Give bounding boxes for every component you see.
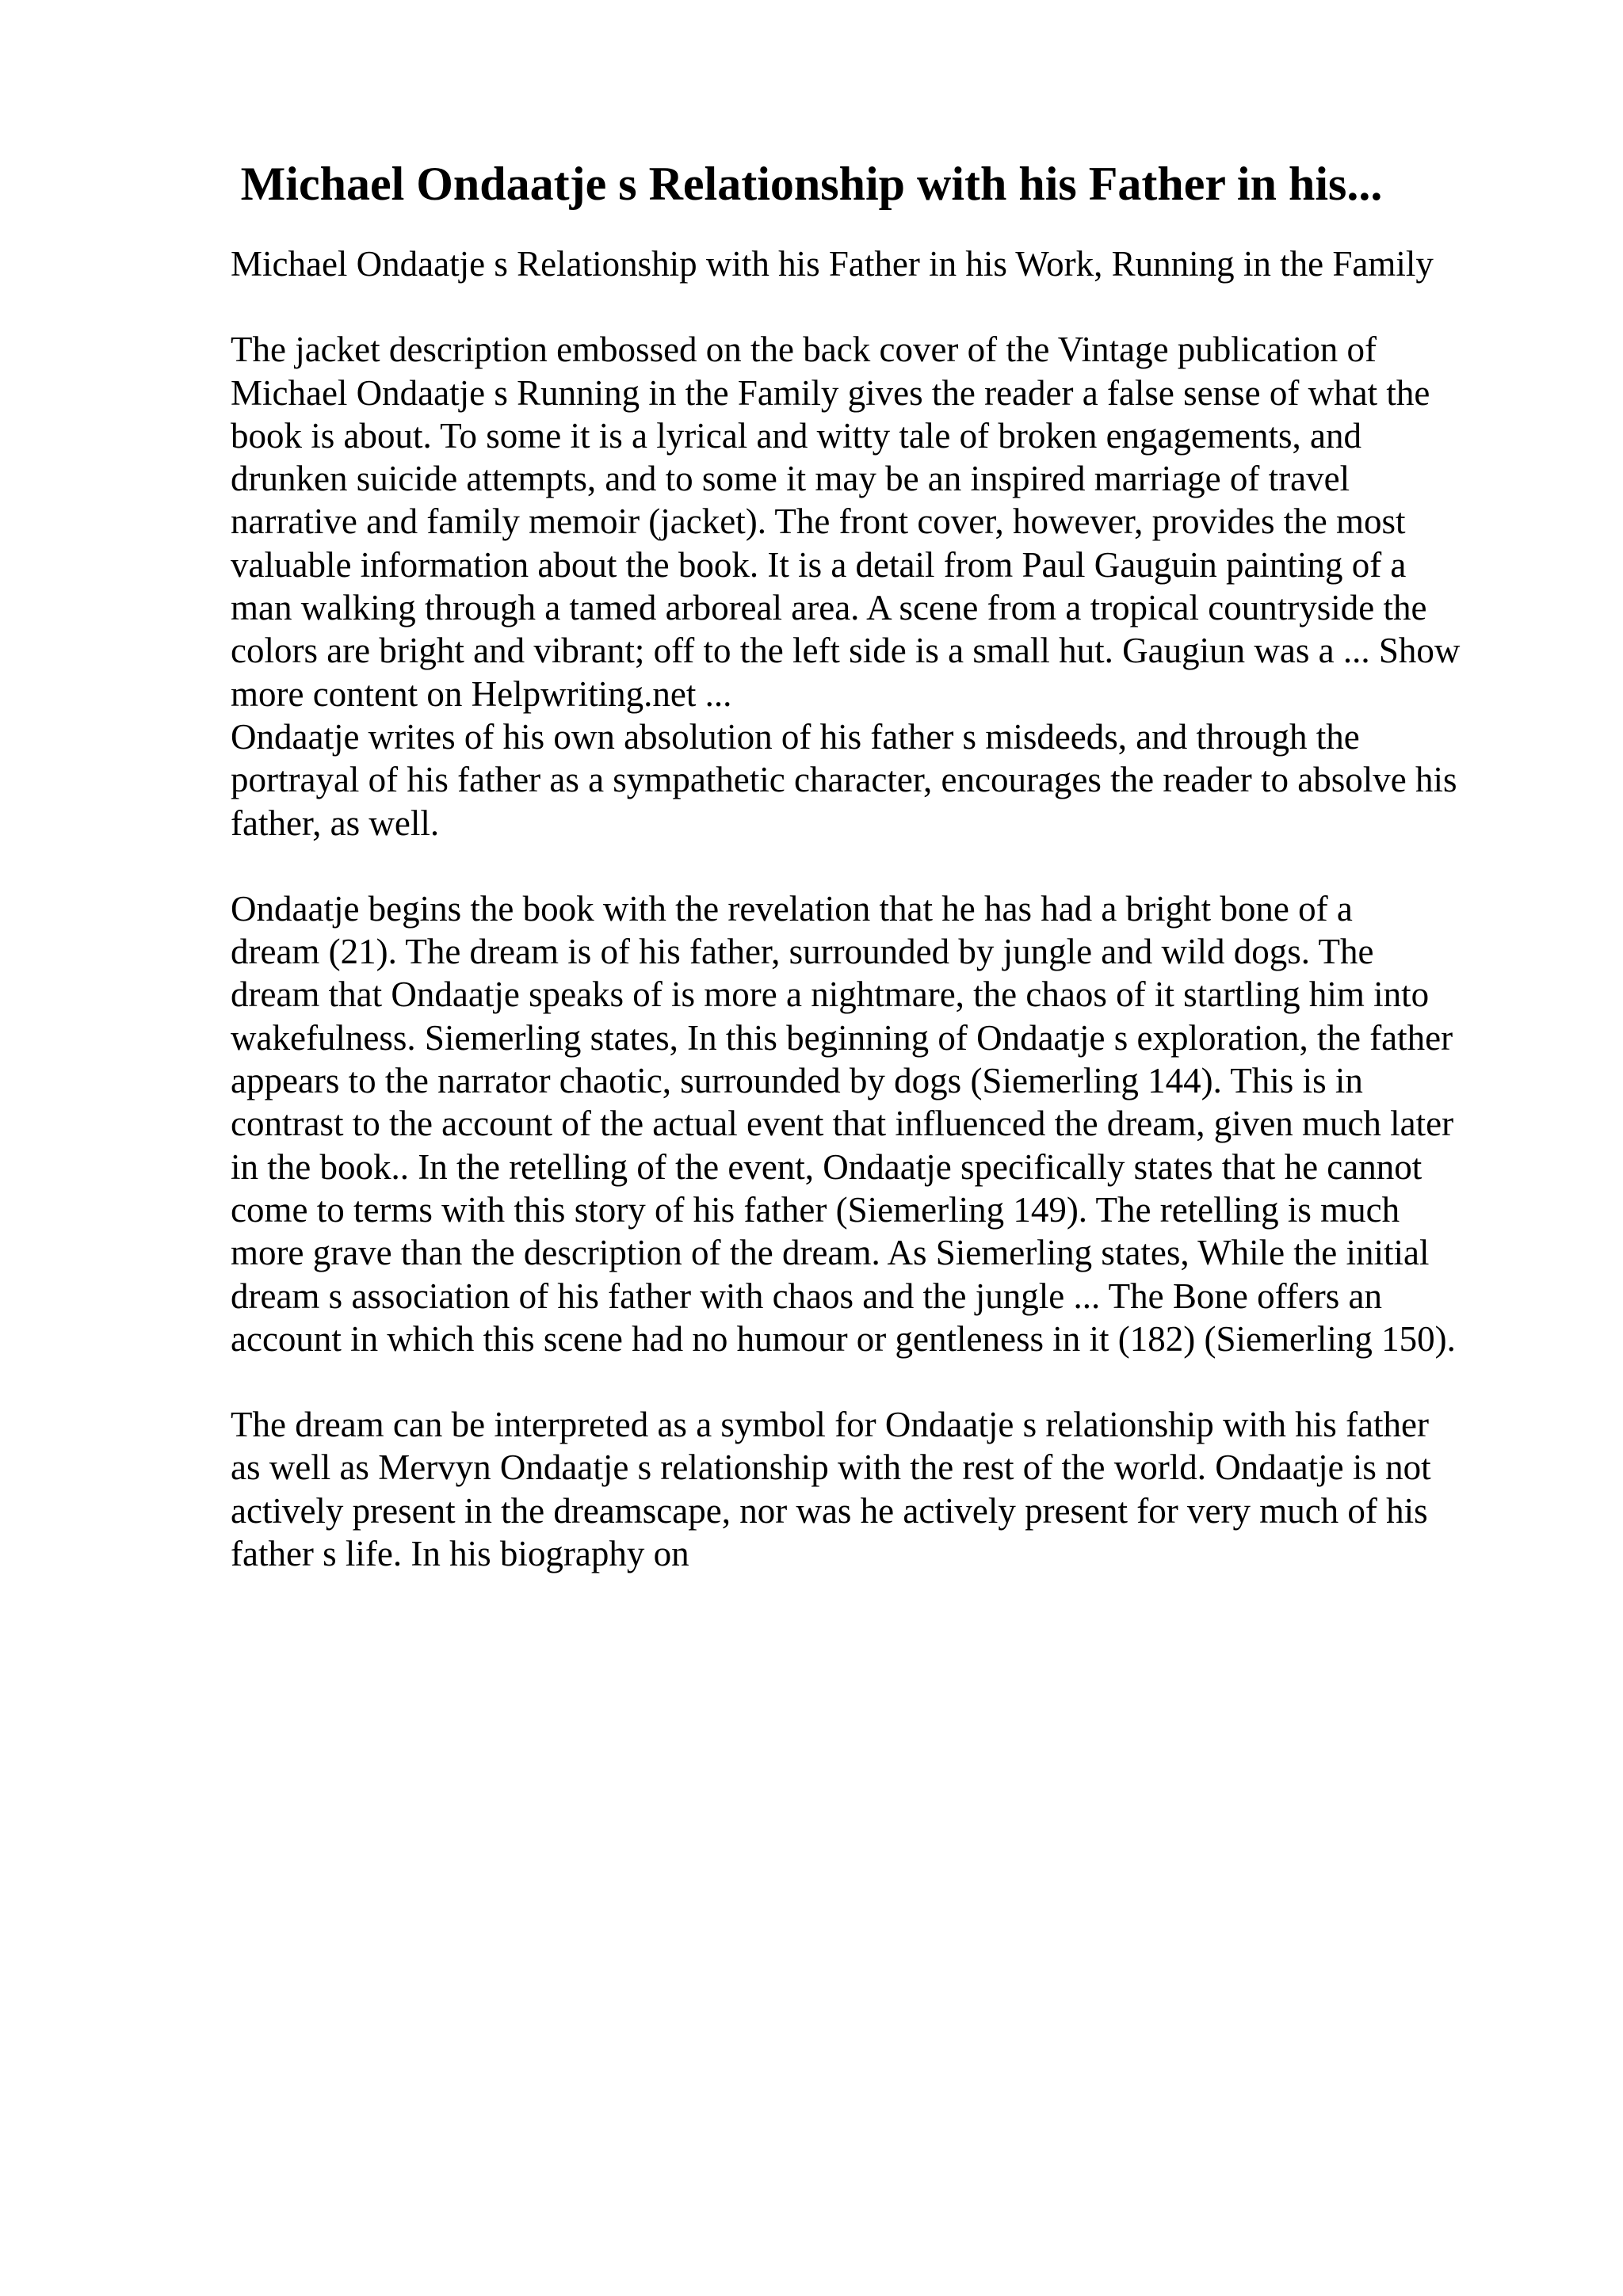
paragraph-dream-beginning: Ondaatje begins the book with the revelation that he has had a bright bone of a dream (21). The dream is of his father, surrounded by jungle and wild dogs. The dream that Ondaatje speaks of is more a nightmare, the chaos of it startling him into wakefulness. Siemerling states, In this beginning of Ondaatje s exploration, the father appears to the narrator chaotic, surrounded by dogs (Siemerling 144). This is in contrast to the account of the actual event that influenced the dream, given much later in the book.. In the retelling of the event, Ondaatje specifically states that he cannot come to terms with this story of his father (Siemerling 149). The retelling is much more grave than the description of the dream. As Siemerling states, While the initial dream s association of his father with chaos and the jungle ... The Bone offers an account in which this scene had no humour or gentleness in it (182) (Siemerling 150). — [231, 888, 1456, 1359]
paragraph-jacket-description: The jacket description embossed on the back cover of the Vintage publication of Michael Ondaatje s Running in the Family gives the reader a false sense of what the book is about. To some it is a lyrical and witty tale of broken engagements, and drunken suicide attempts, and to some it may be an inspired marriage of travel narrative and family memoir (jacket). The front cover, however, provides the most valuable information about the book. It is a detail from Paul Gauguin painting of a man walking through a tamed arboreal area. A scene from a tropical countryside the colors are bright and vibrant; off to the left side is a small hut. Gaugiun was a ... Show more content on Helpwriting.net ... — [231, 330, 1461, 714]
document-subtitle: Michael Ondaatje s Relationship with his Father in his Work, Running in the Family — [231, 244, 1434, 284]
paragraph-absolution: Ondaatje writes of his own absolution of his father s misdeeds, and through the portrayal of his father as a sympathetic character, encourages the reader to absolve his father, as well. — [231, 716, 1457, 843]
document-title: Michael Ondaatje s Relationship with his Father in his... — [240, 158, 1383, 210]
paragraph-dream-symbol: The dream can be interpreted as a symbol for Ondaatje s relationship with his father as well as Mervyn Ondaatje s relationship with the rest of the world. Ondaatje is not actively present in the dreamscape, nor was he actively present for very much of his father s life. In his biography on — [231, 1405, 1431, 1574]
document-body — [231, 242, 1514, 1575]
